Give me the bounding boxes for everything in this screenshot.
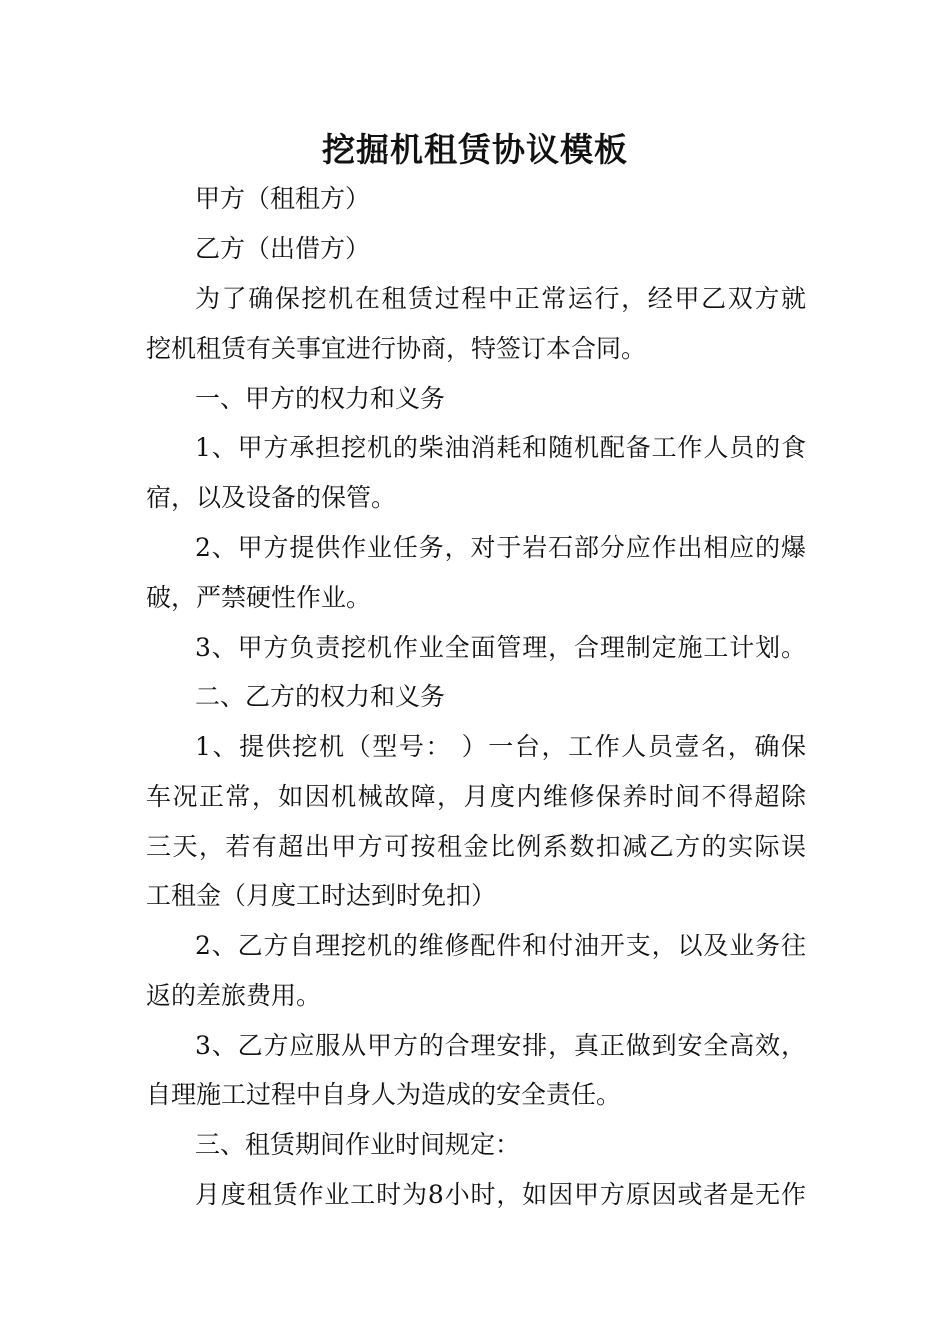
clause-2-3-line-2: 自理施工过程中自身人为造成的安全责任。	[146, 1080, 622, 1109]
document-title: 挖掘机租赁协议模板	[322, 130, 628, 169]
clause-2-3-line-1: 3、乙方应服从甲方的合理安排，真正做到安全高效，	[195, 1031, 806, 1060]
clause-1-2-line-2: 破，严禁硬性作业。	[146, 583, 372, 612]
clause-2-1-line-1: 1、提供挖机（型号： ）一台，工作人员壹名，确保	[195, 732, 806, 761]
clause-2-1-line-2: 车况正常，如因机械故障，月度内维修保养时间不得超除	[146, 782, 806, 811]
clause-2-1-line-3: 三天，若有超出甲方可按租金比例系数扣减乙方的实际误	[146, 832, 806, 861]
clause-1-3-line: 3、甲方负责挖机作业全面管理，合理制定施工计划。	[195, 633, 806, 662]
section-3-heading: 三、租赁期间作业时间规定：	[195, 1130, 521, 1159]
clause-1-1-line-1: 1、甲方承担挖机的柴油消耗和随机配备工作人员的食	[195, 433, 806, 462]
section-3-line-1: 月度租赁作业工时为8小时，如因甲方原因或者是无作	[195, 1180, 806, 1209]
clause-2-2-line-1: 2、乙方自理挖机的维修配件和付油开支，以及业务往	[195, 931, 806, 960]
party-a-line: 甲方（租租方）	[195, 184, 371, 213]
clause-1-2-line-1: 2、甲方提供作业任务，对于岩石部分应作出相应的爆	[195, 533, 806, 562]
section-1-heading: 一、甲方的权力和义务	[195, 384, 446, 413]
clause-1-1-line-2: 宿，以及设备的保管。	[146, 483, 397, 512]
party-b-line: 乙方（出借方）	[195, 234, 371, 263]
intro-line-1: 为了确保挖机在租赁过程中正常运行，经甲乙双方就	[195, 284, 806, 313]
clause-2-2-line-2: 返的差旅费用。	[146, 981, 322, 1010]
section-2-heading: 二、乙方的权力和义务	[195, 682, 446, 711]
clause-2-1-line-4: 工租金（月度工时达到时免扣）	[146, 881, 497, 910]
intro-line-2: 挖机租赁有关事宜进行协商，特签订本合同。	[146, 334, 647, 363]
